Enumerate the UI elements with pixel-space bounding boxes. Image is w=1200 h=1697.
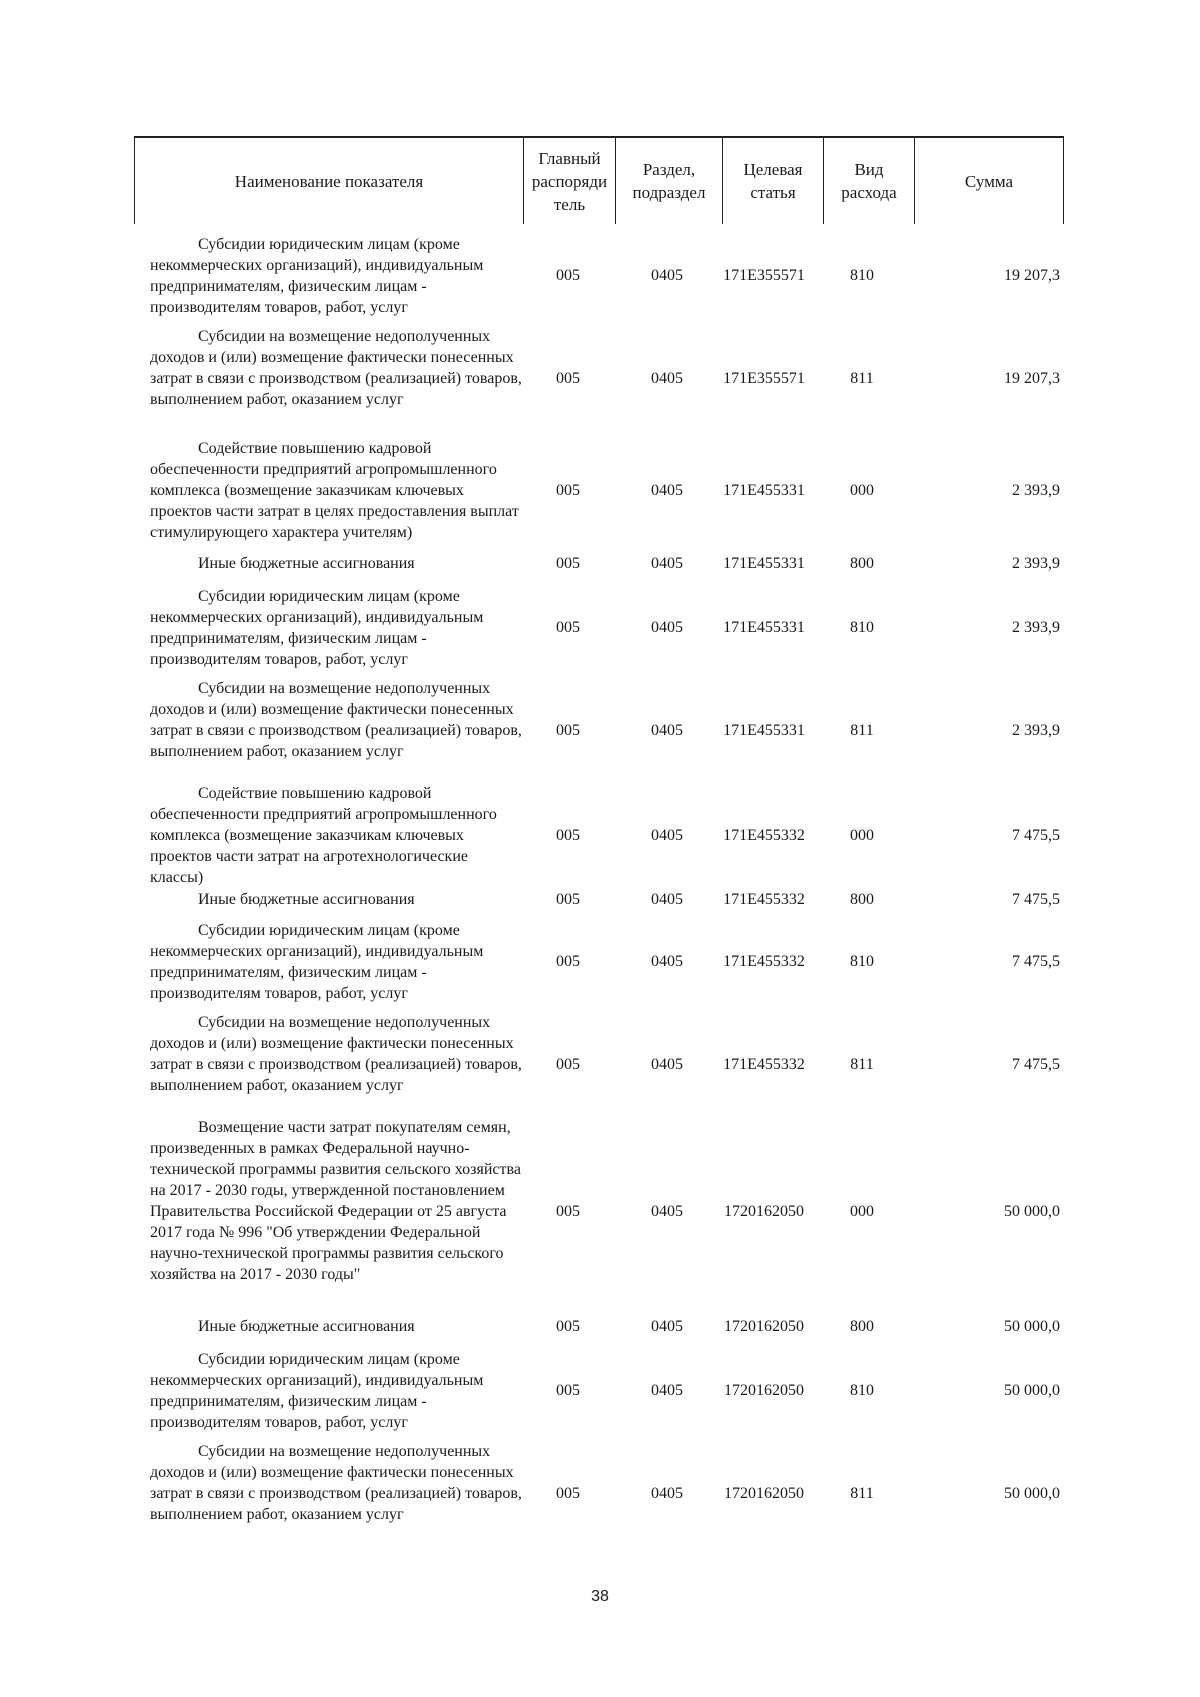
row-name: Субсидии юридическим лицам (кроме некоммерческих организаций), индивидуальным предпринимателям, физическим лицам - производителям товаров, работ, услуг	[150, 236, 484, 316]
row-razdel: 0405	[651, 619, 683, 636]
header-sum: Сумма	[914, 138, 1064, 224]
row-razdel: 0405	[651, 1056, 683, 1073]
row-vr: 810	[850, 267, 874, 284]
row-sum: 2 393,9	[1012, 619, 1060, 636]
row-razdel: 0405	[651, 482, 683, 499]
page-number: 38	[591, 1588, 609, 1605]
row-sum: 50 000,0	[1004, 1485, 1060, 1502]
row-cs: 1720162050	[724, 1203, 804, 1220]
row-grbs: 005	[556, 555, 580, 572]
header-razdel: Раздел, подраздел	[615, 138, 722, 224]
row-cs: 171E455331	[723, 722, 805, 739]
row-sum: 2 393,9	[1012, 722, 1060, 739]
row-cs: 171E455331	[723, 555, 805, 572]
row-grbs: 005	[556, 1382, 580, 1399]
row-sum: 19 207,3	[1004, 267, 1060, 284]
row-name: Иные бюджетные ассигнования	[198, 1318, 415, 1335]
row-sum: 7 475,5	[1012, 891, 1060, 908]
row-name: Субсидии на возмещение недополученных доходов и (или) возмещение фактически понесенных затрат в связи с производством (реализацией) товаров, выполнением работ, оказанием услуг	[150, 1443, 522, 1523]
row-vr: 800	[850, 1318, 874, 1335]
header-name: Наименование показателя	[134, 138, 523, 224]
row-grbs: 005	[556, 619, 580, 636]
row-sum: 7 475,5	[1012, 953, 1060, 970]
row-name: Содействие повышению кадровой обеспеченности предприятий агропромышленного комплекса (возмещение заказчикам ключевых проектов части затрат в целях предоставления выплат стимулирующего характера учителям)	[150, 440, 519, 541]
row-razdel: 0405	[651, 555, 683, 572]
row-cs: 171E355571	[723, 267, 805, 284]
row-cs: 1720162050	[724, 1318, 804, 1335]
row-grbs: 005	[556, 827, 580, 844]
row-cs: 171E455332	[723, 1056, 805, 1073]
row-cs: 171E455332	[723, 891, 805, 908]
row-vr: 000	[850, 482, 874, 499]
row-name: Субсидии на возмещение недополученных доходов и (или) возмещение фактически понесенных затрат в связи с производством (реализацией) товаров, выполнением работ, оказанием услуг	[150, 680, 522, 760]
row-name: Иные бюджетные ассигнования	[198, 891, 415, 908]
row-grbs: 005	[556, 1485, 580, 1502]
row-name: Субсидии на возмещение недополученных доходов и (или) возмещение фактически понесенных затрат в связи с производством (реализацией) товаров, выполнением работ, оказанием услуг	[150, 1014, 522, 1094]
row-vr: 811	[850, 1056, 874, 1073]
row-razdel: 0405	[651, 891, 683, 908]
row-grbs: 005	[556, 953, 580, 970]
row-cs: 171E355571	[723, 370, 805, 387]
row-razdel: 0405	[651, 953, 683, 970]
row-razdel: 0405	[651, 1318, 683, 1335]
row-cs: 171E455332	[723, 953, 805, 970]
row-sum: 19 207,3	[1004, 370, 1060, 387]
row-grbs: 005	[556, 267, 580, 284]
row-sum: 7 475,5	[1012, 827, 1060, 844]
row-sum: 2 393,9	[1012, 482, 1060, 499]
row-razdel: 0405	[651, 827, 683, 844]
row-sum: 7 475,5	[1012, 1056, 1060, 1073]
header-vr: Вид расхода	[823, 138, 914, 224]
row-vr: 000	[850, 827, 874, 844]
row-name: Субсидии на возмещение недополученных доходов и (или) возмещение фактически понесенных затрат в связи с производством (реализацией) товаров, выполнением работ, оказанием услуг	[150, 328, 522, 408]
row-name: Субсидии юридическим лицам (кроме некоммерческих организаций), индивидуальным предпринимателям, физическим лицам - производителям товаров, работ, услуг	[150, 588, 484, 668]
row-grbs: 005	[556, 482, 580, 499]
row-razdel: 0405	[651, 370, 683, 387]
row-name: Иные бюджетные ассигнования	[198, 555, 415, 572]
row-razdel: 0405	[651, 1203, 683, 1220]
header-grbs: Главный распоряди тель	[523, 138, 615, 224]
row-vr: 800	[850, 891, 874, 908]
row-vr: 000	[850, 1203, 874, 1220]
row-razdel: 0405	[651, 1485, 683, 1502]
row-sum: 50 000,0	[1004, 1318, 1060, 1335]
row-sum: 50 000,0	[1004, 1382, 1060, 1399]
row-vr: 811	[850, 370, 874, 387]
row-name: Субсидии юридическим лицам (кроме некоммерческих организаций), индивидуальным предпринимателям, физическим лицам - производителям товаров, работ, услуг	[150, 1351, 484, 1431]
row-grbs: 005	[556, 370, 580, 387]
row-grbs: 005	[556, 891, 580, 908]
row-grbs: 005	[556, 1203, 580, 1220]
table-header	[134, 136, 1064, 224]
row-cs: 1720162050	[724, 1485, 804, 1502]
row-cs: 171E455332	[723, 827, 805, 844]
row-vr: 811	[850, 1485, 874, 1502]
row-vr: 800	[850, 555, 874, 572]
row-cs: 1720162050	[724, 1382, 804, 1399]
row-grbs: 005	[556, 1056, 580, 1073]
row-razdel: 0405	[651, 1382, 683, 1399]
header-cs: Целевая статья	[722, 138, 823, 224]
row-vr: 810	[850, 619, 874, 636]
row-name: Возмещение части затрат покупателям семян, произведенных в рамках Федеральной научно-технической программы развития сельского хозяйства на 2017 - 2030 годы, утвержденной постановлением Правительства Российской Федерации от 25 августа 2017 года № 996 "Об утверждении Федеральной научно-технической программы развития сельского хозяйства на 2017 - 2030 годы"	[150, 1119, 521, 1283]
row-grbs: 005	[556, 722, 580, 739]
row-razdel: 0405	[651, 722, 683, 739]
row-vr: 811	[850, 722, 874, 739]
row-name: Содействие повышению кадровой обеспеченности предприятий агропромышленного комплекса (возмещение заказчикам ключевых проектов части затрат на агротехнологические классы)	[150, 785, 497, 886]
row-vr: 810	[850, 953, 874, 970]
row-grbs: 005	[556, 1318, 580, 1335]
row-sum: 50 000,0	[1004, 1203, 1060, 1220]
row-sum: 2 393,9	[1012, 555, 1060, 572]
row-name: Субсидии юридическим лицам (кроме некоммерческих организаций), индивидуальным предпринимателям, физическим лицам - производителям товаров, работ, услуг	[150, 922, 484, 1002]
row-cs: 171E455331	[723, 482, 805, 499]
row-razdel: 0405	[651, 267, 683, 284]
row-cs: 171E455331	[723, 619, 805, 636]
row-vr: 810	[850, 1382, 874, 1399]
